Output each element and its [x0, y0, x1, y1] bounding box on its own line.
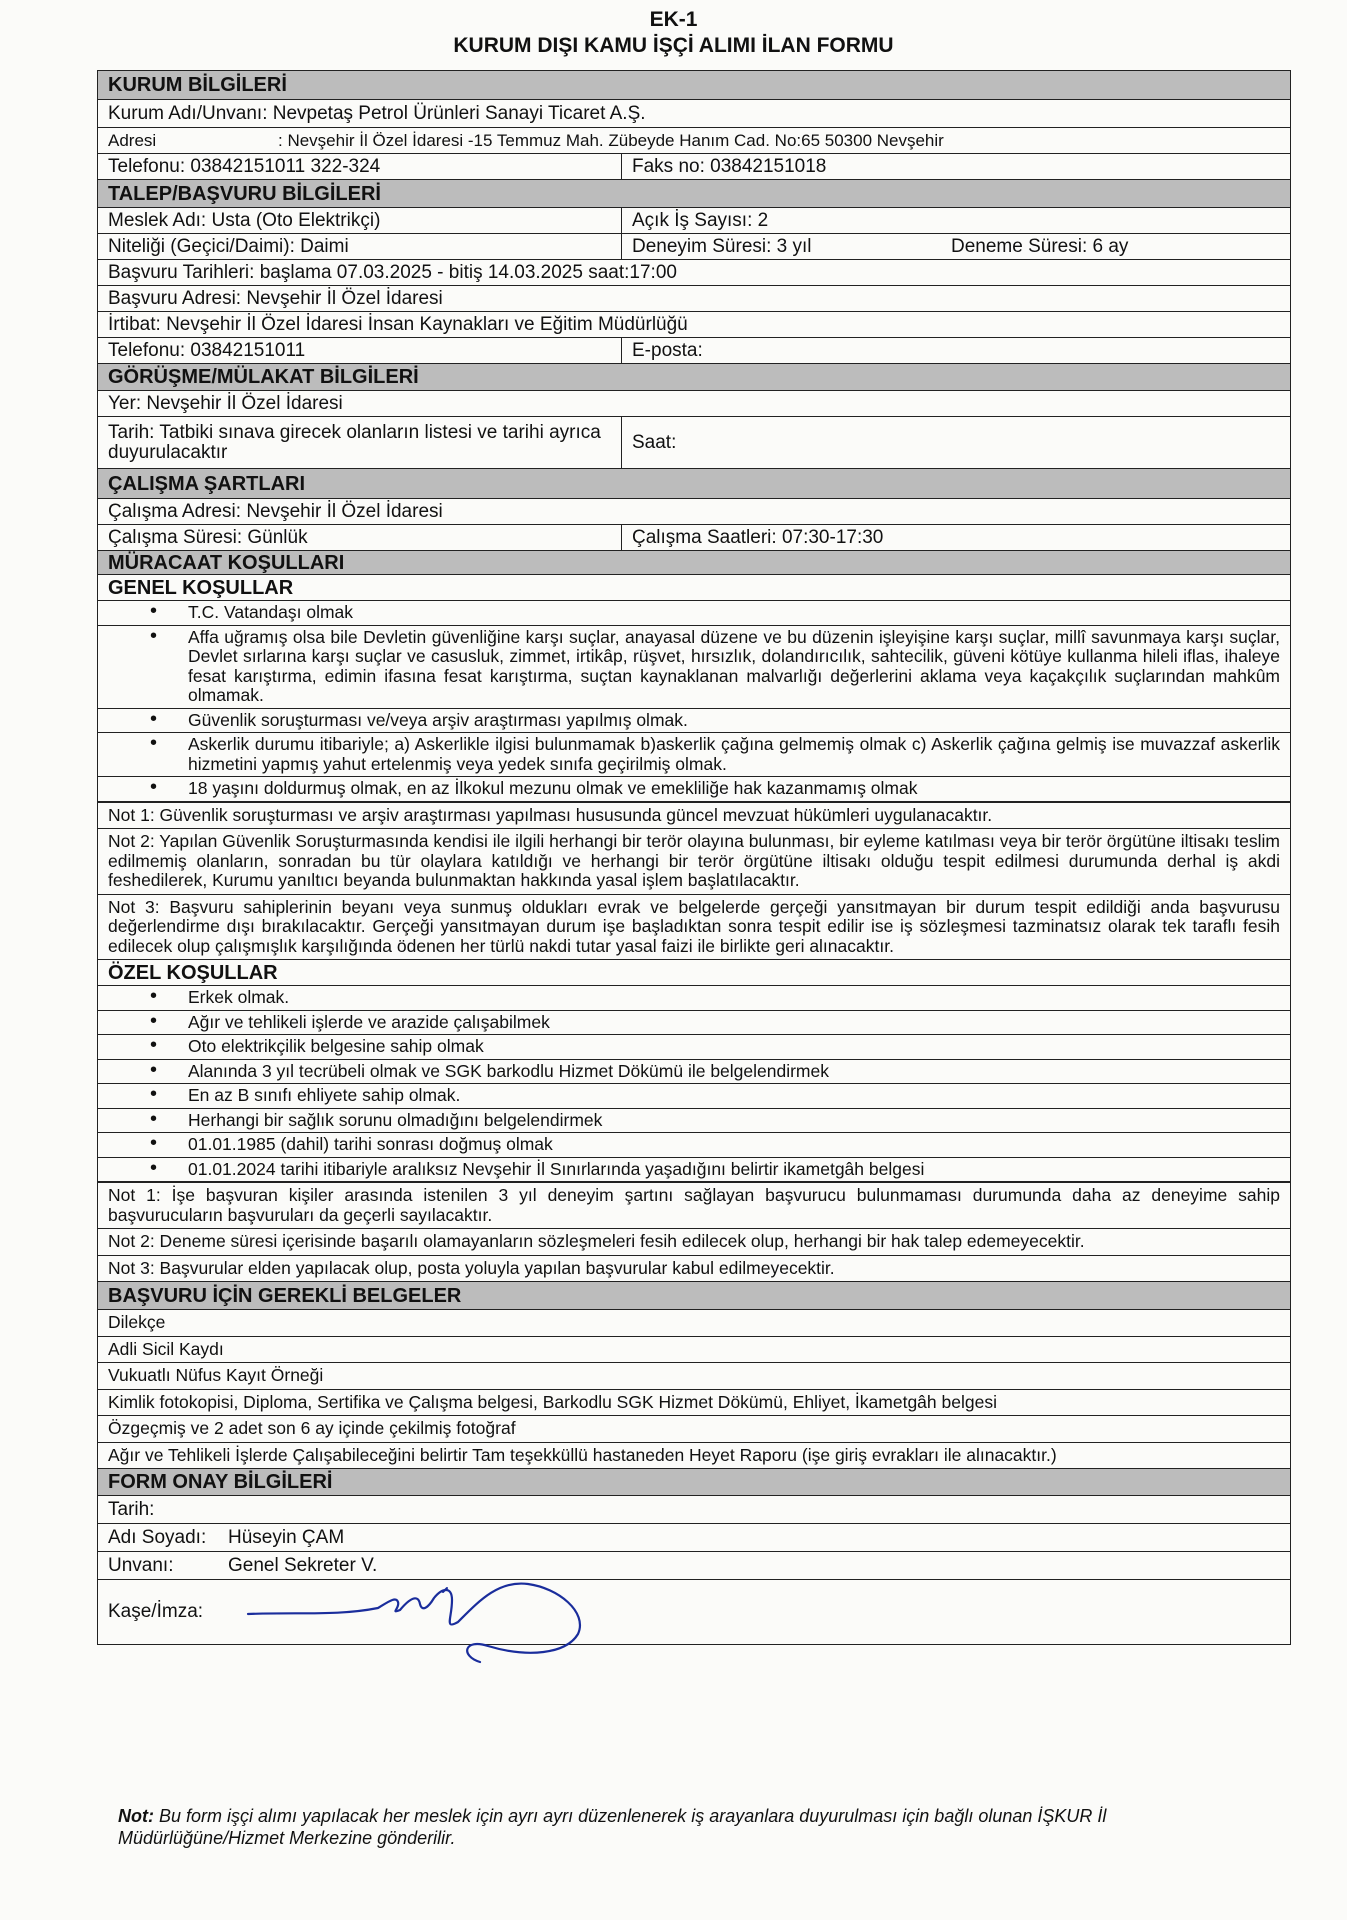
general-notes	[98, 803, 1290, 961]
job-nature: Niteliği (Geçici/Daimi): Daimi	[108, 235, 349, 257]
special-condition-item: • Alanında 3 yıl tecrübeli olmak ve SGK barkodlu Hizmet Dökümü ile belgelendirmek	[98, 1060, 1290, 1085]
kurum-name-row	[98, 100, 1290, 128]
approver-name: Hüseyin ÇAM	[228, 1526, 345, 1548]
required-document: Kimlik fotokopisi, Diploma, Sertifika ve Çalışma belgesi, Barkodlu SGK Hizmet Dökümü, Ehliyet, İkametgâh belgesi	[98, 1390, 1290, 1417]
approver-name-label: Adı Soyadı:	[108, 1526, 207, 1548]
section-talep: TALEP/BAŞVURU BİLGİLERİ	[98, 180, 1290, 208]
address-value: : Nevşehir İl Özel İdaresi -15 Temmuz Mah. Zübeyde Hanım Cad. No:65 50300 Nevşehir	[278, 130, 944, 150]
footnote-text: Bu form işçi alımı yapılacak her meslek için ayrı ayrı düzenlenerek iş arayanlara duyurulması için bağlı olunan İŞKUR İl Müdürlüğüne/Hizmet Merkezine gönderilir.	[118, 1806, 1107, 1848]
approver-title-label: Unvanı:	[108, 1554, 174, 1576]
kurum-fax: Faks no: 03842151018	[621, 154, 1290, 179]
general-condition-item: • Güvenlik soruşturması ve/veya arşiv araştırması yapılmış olmak.	[98, 709, 1290, 734]
general-condition-item: • T.C. Vatandaşı olmak	[98, 601, 1290, 626]
approval-date: Tarih:	[108, 1498, 155, 1520]
work-duration-row	[98, 525, 1290, 551]
announcement-form	[97, 70, 1291, 1645]
open-positions: Açık İş Sayısı: 2	[621, 208, 1290, 233]
annex-label: EK-1	[649, 8, 698, 31]
application-dates: Başvuru Tarihleri: başlama 07.03.2025 - bitiş 14.03.2025 saat:17:00	[108, 261, 677, 283]
apply-address-row	[98, 286, 1290, 312]
interview-time: Saat:	[621, 417, 1290, 468]
interview-place-row	[98, 391, 1290, 417]
form-title: KURUM DIŞI KAMU İŞÇİ ALIMI İLAN FORMU	[453, 34, 894, 57]
work-address: Çalışma Adresi: Nevşehir İl Özel İdaresi	[108, 500, 443, 522]
contact-email: E-posta:	[621, 338, 1290, 363]
section-calisma: ÇALIŞMA ŞARTLARI	[98, 469, 1290, 499]
interview-place: Yer: Nevşehir İl Özel İdaresi	[108, 392, 343, 414]
required-document: Özgeçmiş ve 2 adet son 6 ay içinde çekilmiş fotoğraf	[98, 1416, 1290, 1443]
section-onay: FORM ONAY BİLGİLERİ	[98, 1469, 1290, 1496]
kurum-name: Kurum Adı/Unvanı: Nevpetaş Petrol Ürünleri Sanayi Ticaret A.Ş.	[108, 102, 646, 124]
special-note: Not 3: Başvurular elden yapılacak olup, posta yoluyla yapılan başvurular kabul edilmeyecektir.	[98, 1256, 1290, 1283]
approver-name-row	[98, 1524, 1290, 1552]
special-note: Not 1: İşe başvuran kişiler arasında istenilen 3 yıl deneyim şartını sağlayan başvurucu bulunmaması durumunda daha az deneyime sahip başvurucuların başvuruları da geçerli sayılacaktır.	[98, 1183, 1290, 1229]
nature-row	[98, 234, 1290, 260]
required-document: Vukuatlı Nüfus Kayıt Örneği	[98, 1363, 1290, 1390]
signature-icon	[228, 1562, 648, 1672]
section-kurum: KURUM BİLGİLERİ	[98, 71, 1290, 100]
special-conditions-list	[98, 986, 1290, 1182]
special-condition-item: • 01.01.1985 (dahil) tarihi sonrası doğmuş olmak	[98, 1133, 1290, 1158]
general-note: Not 1: Güvenlik soruşturması ve arşiv araştırması yapılması hususunda güncel mevzuat hükümleri uygulanacaktır.	[98, 803, 1290, 830]
contact-office: İrtibat: Nevşehir İl Özel İdaresi İnsan Kaynakları ve Eğitim Müdürlüğü	[108, 313, 688, 335]
dates-row	[98, 260, 1290, 286]
job-name: Meslek Adı: Usta (Oto Elektrikçi)	[108, 209, 381, 231]
interview-date-row	[98, 417, 1290, 469]
general-conditions-list	[98, 601, 1290, 802]
special-conditions-title: ÖZEL KOŞULLAR	[98, 960, 1290, 986]
general-condition-item: • Affa uğramış olsa bile Devletin güvenliğine karşı suçlar, anayasal düzene ve bu düzenin işleyişine karşı suçlar, millî savunmaya karşı suçlar, Devlet sırlarına karşı suçlar ve casusluk, zimmet, irtikâp, rüşvet, hırsızlık, dolandırıcılık, sahtecilik, güveni kötüye kullanma hileli iflas, ihaleye fesat karıştırma, edimin ifasına fesat karıştırma, suçtan kaynaklanan malvarlığı değerlerini aklama veya kaçakçılık suçlarından mahkûm olmamak.	[98, 626, 1290, 709]
general-condition-item: • Askerlik durumu itibariyle; a) Askerlikle ilgisi bulunmamak b)askerlik çağına gelmemiş olmak c) Askerlik çağına gelmiş ise muvazzaf askerlik hizmetini yapmış yahut ertelenmiş veya yedek sınıfa geçirilmiş olmak.	[98, 733, 1290, 777]
approval-date-row	[98, 1496, 1290, 1524]
interview-date: Tarih: Tatbiki sınava girecek olanların listesi ve tarihi ayrıca duyurulacaktır	[108, 421, 601, 463]
special-condition-item: • En az B sınıfı ehliyete sahip olmak.	[98, 1084, 1290, 1109]
required-document: Ağır ve Tehlikeli İşlerde Çalışabileceğini belirtir Tam teşekküllü hastaneden Heyet Raporu (işe giriş evrakları ile alınacaktır.)	[98, 1443, 1290, 1470]
contact-row	[98, 312, 1290, 338]
kurum-phone-row	[98, 154, 1290, 180]
footnote-label: Not:	[118, 1806, 154, 1826]
special-condition-item: • Ağır ve tehlikeli işlerde ve arazide çalışabilmek	[98, 1011, 1290, 1036]
experience-duration: Deneyim Süresi: 3 yıl	[621, 234, 941, 259]
address-label: Adresi	[108, 130, 157, 150]
special-condition-item: • 01.01.2024 tarihi itibariyle aralıksız Nevşehir İl Sınırlarında yaşadığını belirtir ikametgâh belgesi	[98, 1158, 1290, 1183]
special-note: Not 2: Deneme süresi içerisinde başarılı olamayanların sözleşmeleri fesih edilecek olup, herhangi bir hak talep edemeyecektir.	[98, 1229, 1290, 1256]
required-document: Dilekçe	[98, 1310, 1290, 1337]
talep-phone-row	[98, 338, 1290, 364]
trial-period: Deneme Süresi: 6 ay	[951, 235, 1129, 257]
special-condition-item: • Erkek olmak.	[98, 986, 1290, 1011]
documents-list	[98, 1310, 1290, 1469]
special-conditions	[98, 986, 1290, 1183]
footnote	[118, 1805, 1198, 1849]
application-address: Başvuru Adresi: Nevşehir İl Özel İdaresi	[108, 287, 443, 309]
contact-phone: Telefonu: 03842151011	[108, 339, 306, 361]
kurum-phone: Telefonu: 03842151011 322-324	[108, 155, 381, 177]
approver-title: Genel Sekreter V.	[228, 1554, 378, 1576]
required-document: Adli Sicil Kaydı	[98, 1337, 1290, 1364]
job-row	[98, 208, 1290, 234]
stamp-signature-row	[98, 1580, 1290, 1645]
section-belgeler: BAŞVURU İÇİN GEREKLİ BELGELER	[98, 1282, 1290, 1310]
special-condition-item: • Herhangi bir sağlık sorunu olmadığını belgelendirmek	[98, 1109, 1290, 1134]
work-duration: Çalışma Süresi: Günlük	[108, 526, 308, 548]
general-note: Not 2: Yapılan Güvenlik Soruşturmasında kendisi ile ilgili herhangi bir terör olayına bulunması, bir eyleme katılması veya bir terör örgütüne iltisakı teslim edilmemiş olanların, sonradan bu tür olaylara katıldığı ve herhangi bir terör örgütüne iltisakı olduğu tespit edilmesi durumunda derhal iş akdi feshedilerek, Kurumu yanıltıcı beyanda bulunmaktan hakkında yasal işlem başlatılacaktır.	[98, 829, 1290, 895]
general-conditions-title: GENEL KOŞULLAR	[98, 575, 1290, 601]
general-note: Not 3: Başvuru sahiplerinin beyanı veya sunmuş oldukları evrak ve belgelerde gerçeği yansıtmayan bir durum tespit edildiği anda başvurusu değerlendirme dışı bırakılacaktır. Gerçeği yansıtmayan durum işe başladıktan sonra tespit edilir ise iş sözleşmesi tazminatsız olarak tek taraflı fesih edilecek olup çalışmışlık karşılığında ödenen her türlü nakdi tutar yasal faizi ile birlikte geri alınacaktır.	[98, 895, 1290, 961]
general-conditions	[98, 601, 1290, 803]
special-notes	[98, 1183, 1290, 1282]
kurum-address-row	[98, 128, 1290, 154]
work-hours: Çalışma Saatleri: 07:30-17:30	[621, 525, 1290, 550]
general-condition-item: • 18 yaşını doldurmuş olmak, en az İlkokul mezunu olmak ve emekliliğe hak kazanmamış olmak	[98, 777, 1290, 802]
special-condition-item: • Oto elektrikçilik belgesine sahip olmak	[98, 1035, 1290, 1060]
work-address-row	[98, 499, 1290, 525]
stamp-label: Kaşe/İmza:	[108, 1601, 204, 1622]
section-muracaat: MÜRACAAT KOŞULLARI	[98, 551, 1290, 575]
section-gorusme: GÖRÜŞME/MÜLAKAT BİLGİLERİ	[98, 364, 1290, 391]
